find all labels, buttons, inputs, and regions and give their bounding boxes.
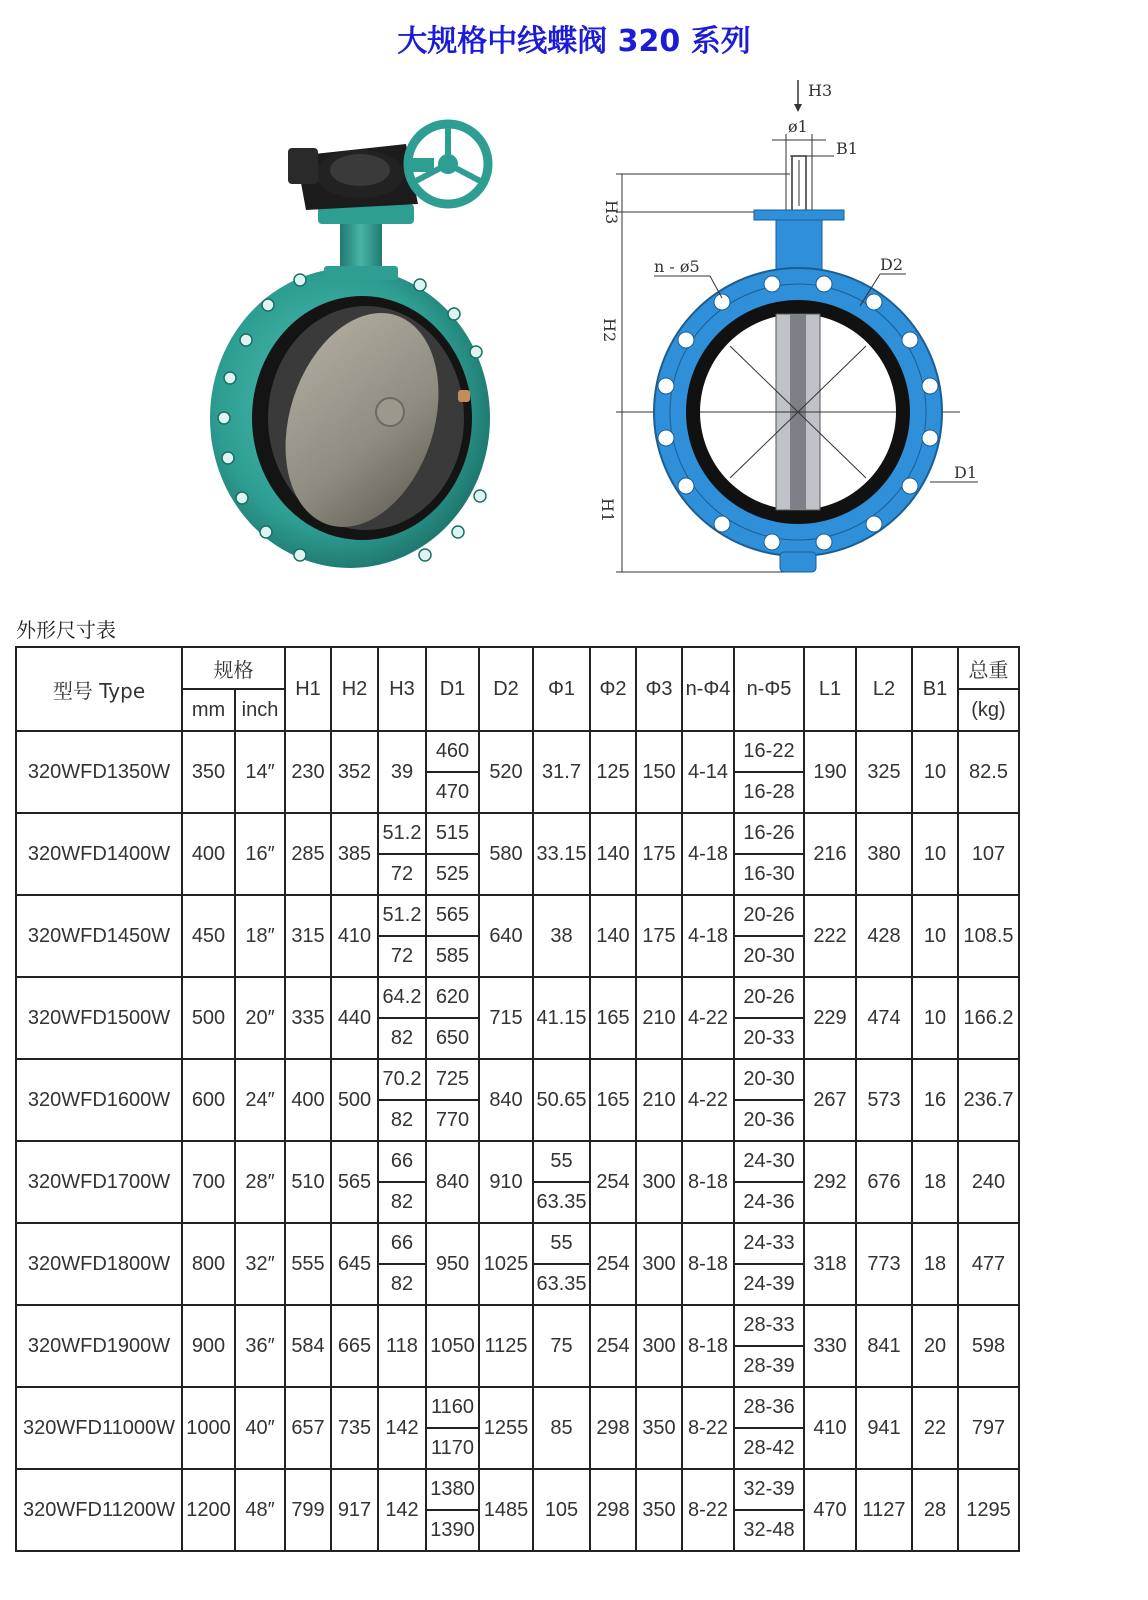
cell-h2: 352	[331, 731, 378, 813]
cell-h1: 285	[285, 813, 331, 895]
cell-weight: 477	[958, 1223, 1019, 1305]
label-h3-top: H3	[808, 81, 833, 100]
header-h3: H3	[378, 647, 426, 731]
cell-nphi4: 4-18	[682, 895, 734, 977]
cell-nphi5-top: 20-26	[734, 895, 804, 936]
cell-nphi4: 8-18	[682, 1141, 734, 1223]
cell-phi1: 31.7	[533, 731, 590, 813]
cell-nphi5-bottom: 16-28	[734, 772, 804, 813]
cell-l2: 773	[856, 1223, 912, 1305]
cell-d1: 950	[426, 1223, 479, 1305]
cell-d1-bottom: 470	[426, 772, 479, 813]
table-row	[16, 1141, 1019, 1182]
cell-phi3: 350	[636, 1469, 682, 1551]
cell-phi2: 165	[590, 977, 636, 1059]
cell-d2: 910	[479, 1141, 533, 1223]
label-h3-side: H3	[602, 200, 621, 225]
cell-b1: 10	[912, 813, 958, 895]
cell-l2: 573	[856, 1059, 912, 1141]
cell-d1-top: 725	[426, 1059, 479, 1100]
cell-phi3: 210	[636, 1059, 682, 1141]
cell-inch: 18″	[235, 895, 285, 977]
valve-product-photo	[200, 100, 520, 570]
cell-nphi5-bottom: 24-39	[734, 1264, 804, 1305]
label-phi1: ø1	[788, 117, 808, 136]
cell-b1: 10	[912, 977, 958, 1059]
cell-inch: 40″	[235, 1387, 285, 1469]
cell-mm: 800	[182, 1223, 235, 1305]
cell-h3-top: 64.2	[378, 977, 426, 1018]
cell-inch: 48″	[235, 1469, 285, 1551]
cell-b1: 18	[912, 1141, 958, 1223]
cell-nphi5-top: 20-30	[734, 1059, 804, 1100]
cell-h3-top: 51.2	[378, 813, 426, 854]
cell-mm: 500	[182, 977, 235, 1059]
cell-l2: 941	[856, 1387, 912, 1469]
header-l2: L2	[856, 647, 912, 731]
cell-phi2: 165	[590, 1059, 636, 1141]
cell-type: 320WFD1500W	[16, 977, 182, 1059]
cell-d1-bottom: 585	[426, 936, 479, 977]
cell-h1: 230	[285, 731, 331, 813]
cell-nphi5-top: 28-36	[734, 1387, 804, 1428]
cell-h2: 385	[331, 813, 378, 895]
header-inch: inch	[235, 689, 285, 731]
cell-h1: 315	[285, 895, 331, 977]
header-spec: 规格	[182, 647, 285, 689]
label-h2: H2	[600, 318, 619, 343]
cell-nphi5-bottom: 28-39	[734, 1346, 804, 1387]
cell-nphi5-bottom: 28-42	[734, 1428, 804, 1469]
table-row	[16, 731, 1019, 772]
cell-nphi4: 4-14	[682, 731, 734, 813]
cell-d1-top: 460	[426, 731, 479, 772]
cell-phi1-top: 55	[533, 1141, 590, 1182]
cell-d1-bottom: 1390	[426, 1510, 479, 1551]
cell-h3-bottom: 72	[378, 854, 426, 895]
cell-phi3: 300	[636, 1305, 682, 1387]
cell-type: 320WFD1700W	[16, 1141, 182, 1223]
cell-d1: 1050	[426, 1305, 479, 1387]
cell-l1: 190	[804, 731, 856, 813]
cell-h2: 645	[331, 1223, 378, 1305]
cell-type: 320WFD1800W	[16, 1223, 182, 1305]
header-mm: mm	[182, 689, 235, 731]
cell-h3-bottom: 72	[378, 936, 426, 977]
label-b1: B1	[836, 139, 858, 158]
cell-type: 320WFD11000W	[16, 1387, 182, 1469]
cell-weight: 236.7	[958, 1059, 1019, 1141]
cell-b1: 22	[912, 1387, 958, 1469]
cell-b1: 16	[912, 1059, 958, 1141]
cell-h1: 400	[285, 1059, 331, 1141]
cell-nphi5-bottom: 20-33	[734, 1018, 804, 1059]
cell-l1: 318	[804, 1223, 856, 1305]
cell-type: 320WFD11200W	[16, 1469, 182, 1551]
cell-phi1: 105	[533, 1469, 590, 1551]
cell-b1: 10	[912, 731, 958, 813]
label-n-phi5: n - ø5	[654, 257, 700, 276]
cell-h3: 142	[378, 1469, 426, 1551]
cell-mm: 1000	[182, 1387, 235, 1469]
cell-type: 320WFD1450W	[16, 895, 182, 977]
cell-l2: 474	[856, 977, 912, 1059]
cell-h1: 799	[285, 1469, 331, 1551]
cell-h3: 118	[378, 1305, 426, 1387]
cell-nphi5-top: 16-22	[734, 731, 804, 772]
cell-mm: 400	[182, 813, 235, 895]
cell-weight: 108.5	[958, 895, 1019, 977]
cell-h3-bottom: 82	[378, 1018, 426, 1059]
cell-d2: 1485	[479, 1469, 533, 1551]
cell-h2: 735	[331, 1387, 378, 1469]
cell-phi2: 140	[590, 813, 636, 895]
cell-l2: 325	[856, 731, 912, 813]
header-nphi4: n-Φ4	[682, 647, 734, 731]
cell-h1: 555	[285, 1223, 331, 1305]
table-row	[16, 1223, 1019, 1264]
cell-h3-bottom: 82	[378, 1264, 426, 1305]
cell-phi3: 300	[636, 1223, 682, 1305]
table-header	[16, 647, 1019, 731]
cell-h2: 565	[331, 1141, 378, 1223]
cell-l1: 267	[804, 1059, 856, 1141]
cell-phi1-bottom: 63.35	[533, 1264, 590, 1305]
cell-d1: 840	[426, 1141, 479, 1223]
cell-d2: 1125	[479, 1305, 533, 1387]
cell-phi2: 140	[590, 895, 636, 977]
cell-phi2: 298	[590, 1387, 636, 1469]
cell-l2: 1127	[856, 1469, 912, 1551]
cell-d2: 580	[479, 813, 533, 895]
table-row	[16, 1305, 1019, 1346]
cell-d1-top: 620	[426, 977, 479, 1018]
table-row	[16, 1059, 1019, 1100]
cell-nphi4: 4-18	[682, 813, 734, 895]
cell-weight: 1295	[958, 1469, 1019, 1551]
cell-l1: 229	[804, 977, 856, 1059]
cell-b1: 10	[912, 895, 958, 977]
table-row	[16, 895, 1019, 936]
cell-l2: 676	[856, 1141, 912, 1223]
cell-l2: 380	[856, 813, 912, 895]
cell-h3-top: 51.2	[378, 895, 426, 936]
cell-phi3: 175	[636, 813, 682, 895]
cell-inch: 28″	[235, 1141, 285, 1223]
cell-inch: 24″	[235, 1059, 285, 1141]
cell-d2: 715	[479, 977, 533, 1059]
cell-phi3: 175	[636, 895, 682, 977]
table-row	[16, 1469, 1019, 1510]
cell-type: 320WFD1350W	[16, 731, 182, 813]
cell-phi1: 50.65	[533, 1059, 590, 1141]
cell-mm: 700	[182, 1141, 235, 1223]
header-weight-unit: (kg)	[958, 689, 1019, 731]
cell-weight: 598	[958, 1305, 1019, 1387]
cell-d2: 1025	[479, 1223, 533, 1305]
cell-d1-bottom: 1170	[426, 1428, 479, 1469]
cell-d1-top: 1160	[426, 1387, 479, 1428]
header-phi1: Φ1	[533, 647, 590, 731]
cell-weight: 107	[958, 813, 1019, 895]
header-d2: D2	[479, 647, 533, 731]
cell-h1: 657	[285, 1387, 331, 1469]
cell-inch: 32″	[235, 1223, 285, 1305]
header-phi2: Φ2	[590, 647, 636, 731]
cell-phi3: 350	[636, 1387, 682, 1469]
cell-d2: 520	[479, 731, 533, 813]
cell-h2: 440	[331, 977, 378, 1059]
cell-nphi5-bottom: 16-30	[734, 854, 804, 895]
cell-inch: 16″	[235, 813, 285, 895]
cell-nphi5-top: 16-26	[734, 813, 804, 854]
label-d2: D2	[880, 255, 904, 274]
cell-nphi4: 4-22	[682, 1059, 734, 1141]
cell-mm: 600	[182, 1059, 235, 1141]
cell-h2: 410	[331, 895, 378, 977]
header-d1: D1	[426, 647, 479, 731]
cell-l2: 841	[856, 1305, 912, 1387]
cell-weight: 240	[958, 1141, 1019, 1223]
header-phi3: Φ3	[636, 647, 682, 731]
cell-phi3: 150	[636, 731, 682, 813]
cell-weight: 797	[958, 1387, 1019, 1469]
cell-mm: 1200	[182, 1469, 235, 1551]
cell-d1-top: 515	[426, 813, 479, 854]
cell-phi2: 125	[590, 731, 636, 813]
table-caption: 外形尺寸表	[16, 618, 116, 642]
cell-phi3: 300	[636, 1141, 682, 1223]
cell-l2: 428	[856, 895, 912, 977]
cell-mm: 450	[182, 895, 235, 977]
table-row	[16, 1387, 1019, 1428]
cell-nphi5-top: 32-39	[734, 1469, 804, 1510]
header-h2: H2	[331, 647, 378, 731]
cell-nphi5-bottom: 32-48	[734, 1510, 804, 1551]
cell-d2: 1255	[479, 1387, 533, 1469]
cell-l1: 222	[804, 895, 856, 977]
cell-l1: 292	[804, 1141, 856, 1223]
cell-nphi5-bottom: 24-36	[734, 1182, 804, 1223]
cell-h1: 510	[285, 1141, 331, 1223]
cell-phi1-top: 55	[533, 1223, 590, 1264]
cell-d1-bottom: 650	[426, 1018, 479, 1059]
cell-b1: 18	[912, 1223, 958, 1305]
cell-d1-bottom: 525	[426, 854, 479, 895]
cell-d2: 840	[479, 1059, 533, 1141]
cell-phi1: 38	[533, 895, 590, 977]
table-row	[16, 813, 1019, 854]
cell-nphi5-bottom: 20-30	[734, 936, 804, 977]
cell-h2: 500	[331, 1059, 378, 1141]
cell-mm: 900	[182, 1305, 235, 1387]
cell-h3-top: 70.2	[378, 1059, 426, 1100]
cell-h3: 39	[378, 731, 426, 813]
label-h1: H1	[598, 498, 617, 523]
header-type: 型号 Type	[16, 647, 182, 731]
table-row	[16, 977, 1019, 1018]
table-body	[16, 731, 1019, 1551]
cell-nphi4: 4-22	[682, 977, 734, 1059]
cell-nphi5-top: 24-33	[734, 1223, 804, 1264]
cell-inch: 36″	[235, 1305, 285, 1387]
header-b1: B1	[912, 647, 958, 731]
cell-h2: 917	[331, 1469, 378, 1551]
cell-nphi5-top: 20-26	[734, 977, 804, 1018]
page-title: 大规格中线蝶阀 320 系列	[397, 24, 751, 59]
dimensions-table	[15, 646, 1020, 1552]
cell-inch: 14″	[235, 731, 285, 813]
cell-weight: 82.5	[958, 731, 1019, 813]
cell-phi3: 210	[636, 977, 682, 1059]
cell-nphi4: 8-18	[682, 1223, 734, 1305]
cell-phi1-bottom: 63.35	[533, 1182, 590, 1223]
cell-d2: 640	[479, 895, 533, 977]
header-weight: 总重	[958, 647, 1019, 689]
cell-h1: 584	[285, 1305, 331, 1387]
cell-mm: 350	[182, 731, 235, 813]
cell-d1-top: 565	[426, 895, 479, 936]
cell-h3-top: 66	[378, 1223, 426, 1264]
cell-weight: 166.2	[958, 977, 1019, 1059]
cell-inch: 20″	[235, 977, 285, 1059]
header-l1: L1	[804, 647, 856, 731]
cell-h3-top: 66	[378, 1141, 426, 1182]
cell-phi2: 298	[590, 1469, 636, 1551]
valve-dimension-diagram	[590, 76, 990, 586]
cell-nphi4: 8-18	[682, 1305, 734, 1387]
cell-type: 320WFD1900W	[16, 1305, 182, 1387]
cell-d1-bottom: 770	[426, 1100, 479, 1141]
cell-phi2: 254	[590, 1305, 636, 1387]
cell-l1: 330	[804, 1305, 856, 1387]
cell-phi1: 75	[533, 1305, 590, 1387]
cell-phi2: 254	[590, 1141, 636, 1223]
cell-phi1: 41.15	[533, 977, 590, 1059]
cell-l1: 410	[804, 1387, 856, 1469]
cell-type: 320WFD1400W	[16, 813, 182, 895]
header-h1: H1	[285, 647, 331, 731]
cell-h3: 142	[378, 1387, 426, 1469]
cell-h3-bottom: 82	[378, 1182, 426, 1223]
cell-nphi4: 8-22	[682, 1469, 734, 1551]
cell-b1: 20	[912, 1305, 958, 1387]
cell-nphi5-bottom: 20-36	[734, 1100, 804, 1141]
cell-h1: 335	[285, 977, 331, 1059]
cell-l1: 470	[804, 1469, 856, 1551]
label-d1: D1	[954, 463, 978, 482]
header-nphi5: n-Φ5	[734, 647, 804, 731]
cell-d1-top: 1380	[426, 1469, 479, 1510]
cell-l1: 216	[804, 813, 856, 895]
cell-nphi4: 8-22	[682, 1387, 734, 1469]
cell-type: 320WFD1600W	[16, 1059, 182, 1141]
cell-phi1: 85	[533, 1387, 590, 1469]
cell-b1: 28	[912, 1469, 958, 1551]
cell-phi2: 254	[590, 1223, 636, 1305]
cell-nphi5-top: 24-30	[734, 1141, 804, 1182]
cell-nphi5-top: 28-33	[734, 1305, 804, 1346]
cell-h2: 665	[331, 1305, 378, 1387]
cell-h3-bottom: 82	[378, 1100, 426, 1141]
cell-phi1: 33.15	[533, 813, 590, 895]
